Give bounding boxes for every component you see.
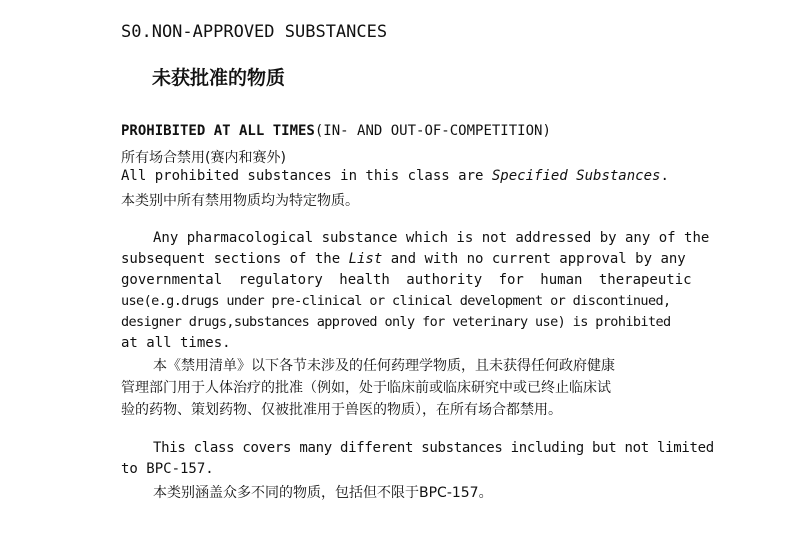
para1-line2 [121, 251, 686, 267]
para1-cn-line1: 本《禁用清单》以下各节未涉及的任何药理学物质，且未获得任何政府健康 [153, 358, 615, 374]
class-statement-prefix: All prohibited substances in this class are [121, 168, 492, 184]
specified-substances-term: Specified Substances [491, 168, 661, 184]
section-title: S0.NON-APPROVED SUBSTANCES [121, 22, 388, 42]
para1-line2-a: subsequent sections of the [121, 251, 349, 267]
para1-line6: at all times. [121, 335, 231, 351]
para1-line1: Any pharmacological substance which is not addressed by any of the [153, 230, 710, 246]
para1-cn-line2: 管理部门用于人体治疗的批准（例如，处于临床前或临床研究中或已终止临床试 [121, 380, 611, 396]
para1-line4: use(e.g.drugs under pre-clinical or clinical development or discontinued, [121, 293, 671, 309]
para1-cn-line3: 验的药物、策划药物、仅被批准用于兽医的物质），在所有场合都禁用。 [121, 402, 562, 418]
para2-cn-line1: 本类别涵盖众多不同的物质，包括但不限于BPC-157。 [153, 485, 493, 501]
prohibited-heading-cn: 所有场合禁用(赛内和赛外) [121, 150, 286, 166]
prohibited-heading-rest: (IN- AND OUT-OF-COMPETITION) [314, 123, 551, 139]
para1-line2-b: and with no current approval by any [382, 251, 686, 267]
prohibited-heading [121, 123, 551, 139]
list-term: List [348, 251, 383, 267]
para2-line1: This class covers many different substances including but not limited [153, 440, 714, 456]
prohibited-heading-bold: PROHIBITED AT ALL TIMES [121, 123, 315, 139]
class-statement [121, 168, 669, 184]
para2-line2: to BPC-157. [121, 461, 214, 477]
class-statement-cn: 本类别中所有禁用物质均为特定物质。 [121, 193, 359, 209]
para1-line5: designer drugs,substances approved only for veterinary use) is prohibited [121, 314, 671, 330]
para1-line3: governmental regulatory health authority for human therapeutic [121, 272, 692, 288]
class-statement-suffix: . [660, 168, 669, 184]
section-title-cn: 未获批准的物质 [152, 67, 286, 89]
